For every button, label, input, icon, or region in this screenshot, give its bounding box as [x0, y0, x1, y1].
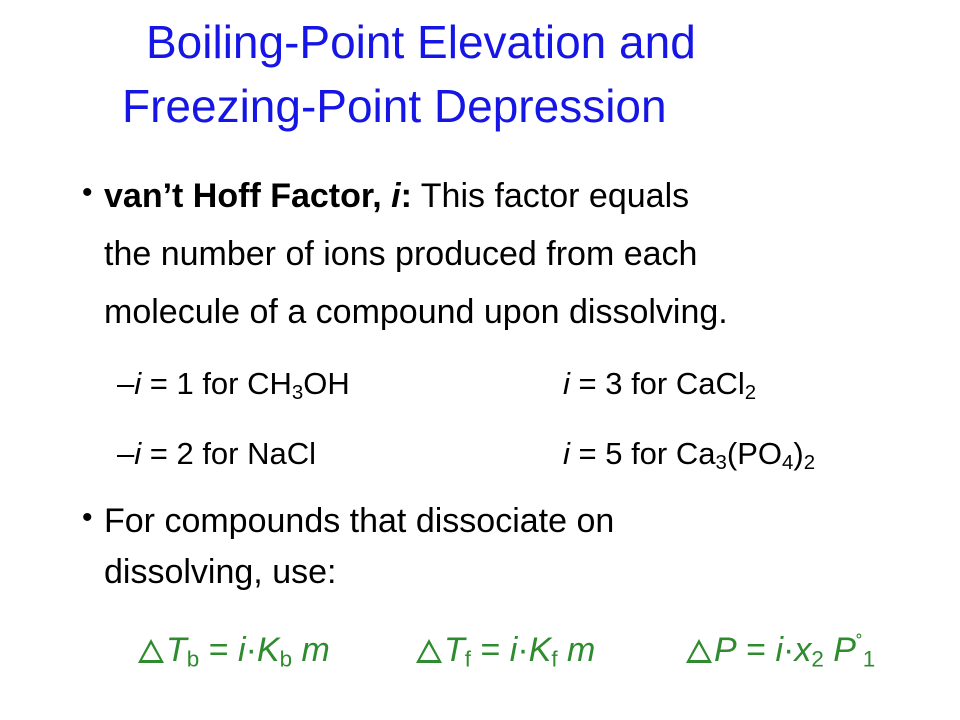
subscript: 2: [744, 381, 757, 405]
subscript: b: [279, 646, 293, 672]
var-x: x: [794, 631, 812, 669]
example-text: = 1 for CH: [141, 366, 292, 401]
subscript: f: [551, 646, 558, 672]
bullet-marker: •: [82, 176, 93, 209]
bullet1-line-1: [104, 176, 689, 216]
example-text: = 5 for Ca: [569, 436, 716, 471]
var-p: P: [823, 631, 856, 669]
var-i: i: [134, 366, 142, 401]
subscript: b: [186, 646, 200, 672]
title-line-1: Boiling-Point Elevation and: [146, 16, 696, 68]
example-nacl: [117, 434, 316, 474]
equals: =: [736, 631, 776, 669]
var-i: i: [238, 631, 246, 669]
example-ch3oh: [117, 364, 350, 404]
var-t: T: [444, 631, 465, 669]
subscript: 3: [715, 451, 727, 475]
dash: –: [117, 436, 135, 471]
example-text: = 3 for CaCl: [569, 366, 745, 401]
formula-boiling: [138, 628, 330, 672]
subscript: 3: [291, 381, 304, 405]
bullet1-rest: This factor equals: [411, 177, 690, 215]
example-ca3po42: [563, 434, 815, 474]
formula-freezing: [416, 628, 595, 672]
bullet2-line-2: dissolving, use:: [104, 553, 337, 591]
degree-superscript: ˚: [855, 632, 863, 655]
bullet2-line-1: For compounds that dissociate on: [104, 502, 615, 540]
delta-icon: [686, 639, 712, 663]
var-k: K: [528, 631, 552, 669]
delta-icon: [138, 639, 164, 663]
bullet1-line-3: molecule of a compound upon dissolving.: [104, 293, 728, 331]
vant-hoff-colon: :: [400, 177, 412, 215]
var-t: T: [166, 631, 187, 669]
var-i: i: [509, 631, 518, 669]
delta-icon: [416, 639, 442, 663]
formula-row: [0, 628, 960, 678]
subscript: f: [464, 646, 472, 672]
example-text: ): [793, 436, 804, 471]
dot: ·: [783, 631, 795, 669]
subscript: 4: [782, 451, 794, 475]
dot: ·: [245, 631, 257, 669]
var-m: m: [557, 631, 596, 669]
vant-hoff-lead: van’t Hoff Factor,: [104, 177, 382, 215]
dot: ·: [517, 631, 529, 669]
var-i: i: [563, 436, 570, 471]
example-text: = 2 for NaCl: [141, 436, 317, 471]
equals: =: [199, 631, 239, 669]
subscript: 2: [811, 646, 824, 672]
subscript: 1: [862, 646, 876, 672]
var-m: m: [292, 631, 330, 669]
bullet-marker: •: [82, 501, 93, 534]
example-cacl2: [563, 364, 756, 404]
bullet1-line-2: the number of ions produced from each: [104, 235, 698, 273]
subscript: 2: [803, 451, 816, 475]
title-line-2: Freezing-Point Depression: [122, 80, 667, 132]
dash: –: [117, 366, 135, 401]
var-i: i: [775, 631, 783, 669]
example-text: OH: [303, 366, 350, 401]
var-i: i: [563, 366, 570, 401]
var-p: P: [714, 631, 737, 669]
formula-vapor-pressure: [686, 628, 875, 672]
example-text: (PO: [726, 436, 782, 471]
var-i: i: [134, 436, 142, 471]
var-k: K: [256, 631, 280, 669]
vant-hoff-i: i: [391, 177, 401, 215]
equals: =: [471, 631, 510, 669]
